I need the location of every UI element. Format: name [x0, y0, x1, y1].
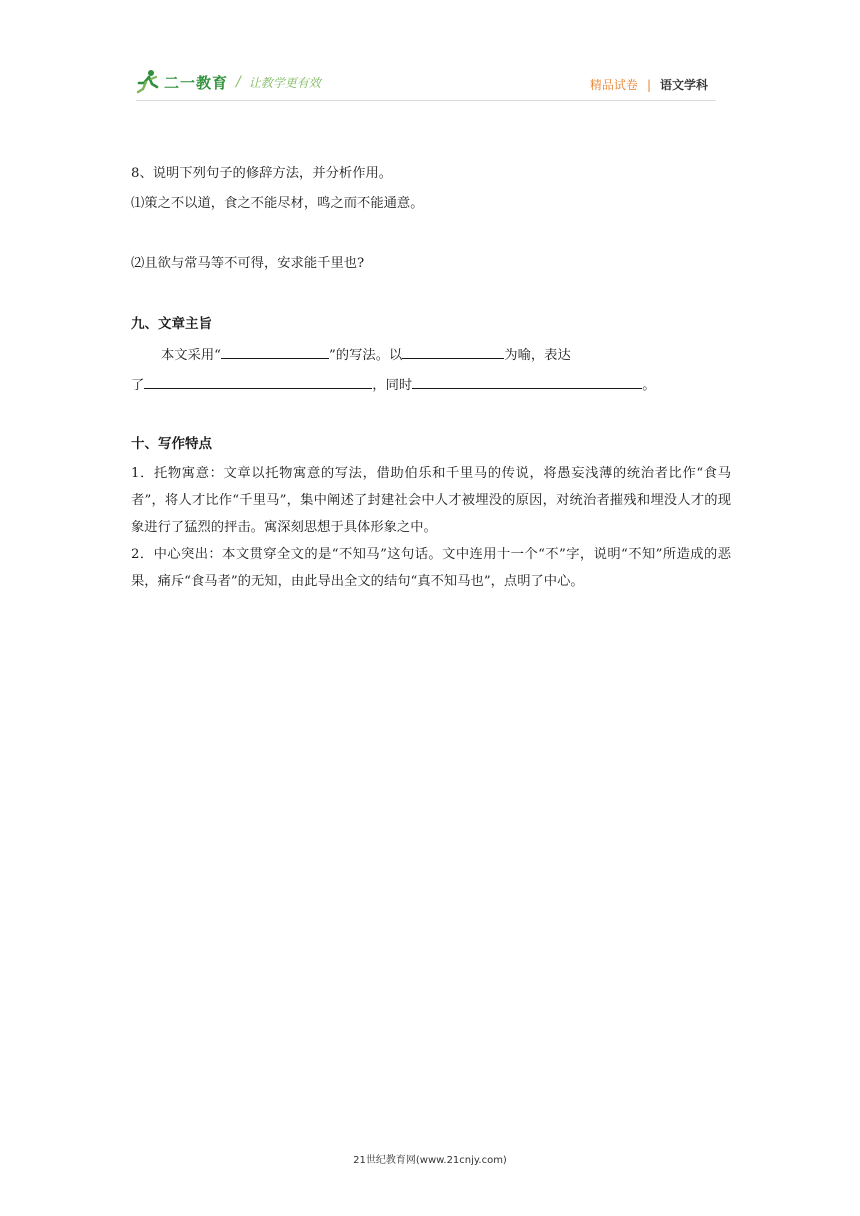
runner-logo-icon	[136, 69, 160, 95]
question-8-item-1: ⑴策之不以道，食之不能尽材，鸣之而不能通意。	[131, 196, 424, 211]
section-9-text-f: 。	[642, 378, 656, 393]
section-9-text-d: 了	[131, 378, 145, 393]
section-9-line-2	[131, 374, 655, 396]
section-9-text-a: 本文采用“	[161, 348, 221, 363]
fill-blank-1[interactable]	[221, 344, 329, 359]
question-8-item-2: ⑵且欲与常马等不可得，安求能千里也?	[131, 256, 365, 271]
section-9-text-b: ”的写法。以	[329, 348, 403, 363]
fill-blank-2[interactable]	[402, 344, 504, 359]
page-footer: 21世纪教育网(www.21cnjy.com)	[353, 1155, 507, 1166]
question-8-title: 8、说明下列句子的修辞方法，并分析作用。	[131, 166, 393, 181]
page-header	[136, 66, 716, 98]
section-10-point-1: 1．托物寓意：文章以托物寓意的写法，借助伯乐和千里马的传说，将愚妄浅薄的统治者比作“食马者”，将人才比作“千里马”，集中阐述了封建社会中人才被埋没的原因，对统治者摧残和埋没人才的现象进行了猛烈的抨击。寓深刻思想于具体形象之中。	[131, 466, 731, 535]
section-9-text-e: ，同时	[372, 378, 413, 393]
section-10-point-2: 2．中心突出：本文贯穿全文的是“不知马”这句话。文中连用十一个“不”字，说明“不知”所造成的恶果，痛斥“食马者”的无知，由此导出全文的结句“真不知马也”，点明了中心。	[131, 547, 731, 589]
logo-divider: /	[236, 74, 241, 90]
logo-text: 二一教育	[164, 73, 229, 92]
fill-blank-3[interactable]	[144, 374, 372, 389]
section-9-line-1	[161, 344, 571, 366]
logo-slogan: 让教学更有效	[248, 75, 321, 90]
fill-blank-4[interactable]	[412, 374, 642, 389]
section-9-heading: 九、文章主旨	[131, 316, 212, 332]
section-9-text-c: 为喻，表达	[504, 348, 571, 363]
tag-subject: 语文学科	[659, 78, 708, 92]
section-10-heading: 十、写作特点	[131, 436, 212, 452]
header-tags	[590, 76, 708, 93]
header-divider	[136, 100, 716, 101]
tag-premium-paper: 精品试卷	[589, 78, 638, 92]
logo	[136, 68, 321, 96]
tag-separator: |	[646, 77, 651, 92]
